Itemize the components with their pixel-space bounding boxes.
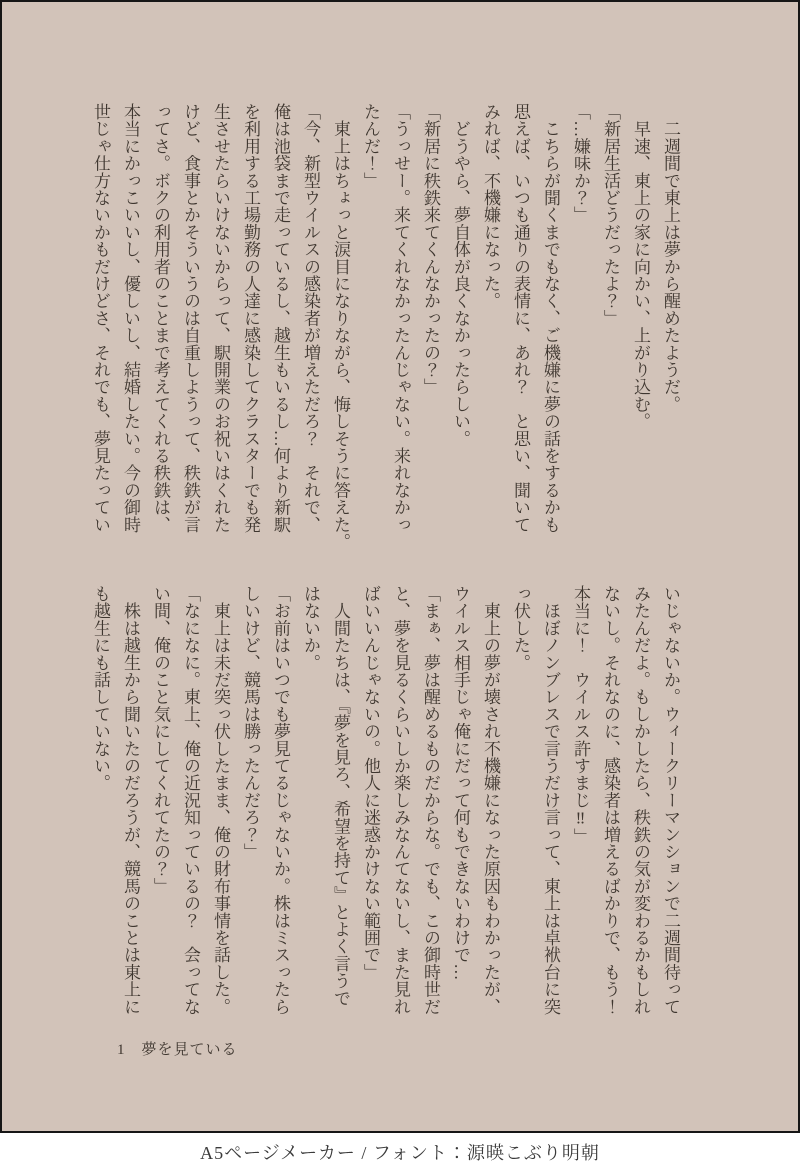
text-line: 「新居生活どうだったよ？」 <box>601 103 620 327</box>
text-line: 東上はちょっと涙目になりながら、悔しそうに答えた。 <box>331 103 350 551</box>
text-line: 早速、東上の家に向かい、上がり込む。 <box>631 103 650 430</box>
text-line: 世じゃ仕方ないかもだけどさ、それでも、夢見たってい <box>91 103 110 533</box>
text-line: 思えば、いつも通りの表情に、あれ？ と思い、聞いて <box>511 103 530 533</box>
text-line: たんだ！」 <box>361 103 380 189</box>
text-line: 「なになに。東上、俺の近況知っているの？ 会ってな <box>181 585 200 1015</box>
caption-bar <box>0 1133 800 1171</box>
text-line: 東上は未だ突っ伏したまま、俺の財布事情を話した。 <box>211 585 230 1015</box>
text-line: を利用する工場勤務の人達に感染してクラスターでも発 <box>241 103 260 533</box>
text-line: い間、俺のこと気にしてくれてたの？」 <box>151 585 170 895</box>
text-line: ってさ。ボクの利用者のことまで考えてくれる秩鉄は、 <box>151 103 170 533</box>
text-block-upper <box>83 103 685 551</box>
text-line: はないか。 <box>301 585 320 671</box>
text-line: ないし。それなのに、感染者は増えるばかりで、もう！ <box>601 585 620 1015</box>
text-line: こちらが聞くまでもなく、ご機嫌に夢の話をするかも <box>541 103 560 533</box>
text-line: 本当に！ ウイルス許すまじ‼」 <box>571 585 590 845</box>
chapter-title: 夢を見ている <box>141 1042 238 1058</box>
text-line: も越生にも話していない。 <box>91 585 110 792</box>
text-line: みたんだよ。もしかしたら、秩鉄の気が変わるかもしれ <box>631 585 650 1015</box>
text-line: 俺は池袋まで走っているし、越生もいるし…何より新駅 <box>271 103 290 533</box>
text-line: 「うっせー。来てくれなかったんじゃない。来れなかっ <box>391 103 410 533</box>
text-line: 株は越生から聞いたのだろうが、競馬のことは東上に <box>121 585 140 1015</box>
text-line: どうやら、夢自体が良くなかったらしい。 <box>451 103 470 447</box>
text-line: ウイルス相手じゃ俺にだって何もできないわけで… <box>451 585 470 981</box>
text-line: いじゃないか。ウィークリーマンションで二週間待って <box>661 585 680 1015</box>
text-line: 「まぁ、夢は醒めるものだからな。でも、この御時世だ <box>421 585 440 1015</box>
text-line: 「…嫌味か？」 <box>571 103 590 224</box>
text-line: しいけど、競馬は勝ったんだろ？」 <box>241 585 260 861</box>
text-line: みれば、不機嫌になった。 <box>481 103 500 310</box>
page-footer <box>117 1038 238 1059</box>
text-block-lower <box>83 585 685 1027</box>
text-line: 人間たちは、『夢を見ろ、希望を持て』とよく言うで <box>331 585 350 1007</box>
text-line: 「お前はいつでも夢見てるじゃないか。株はミスったら <box>271 585 290 1015</box>
text-line: と、夢を見るくらいしか楽しみなんてないし、また見れ <box>391 585 410 1015</box>
text-line: っ伏した。 <box>511 585 530 671</box>
text-line: 二週間で東上は夢から醒めたようだ。 <box>661 103 680 413</box>
text-line: 「新居に秩鉄来てくんなかったの？」 <box>421 103 440 396</box>
text-line: ほぼノンブレスで言うだけ言って、東上は卓袱台に突 <box>541 585 560 1015</box>
text-line: けど、食事とかそういうのは自重しようって、秩鉄が言 <box>181 103 200 533</box>
caption-text: A5ページメーカー / フォント：源暎こぶり明朝 <box>200 1143 600 1163</box>
text-line: 生させたらいけないからって、駅開業のお祝いはくれた <box>211 103 230 533</box>
text-line: 「今、新型ウイルスの感染者が増えただろ？ それで、 <box>301 103 320 533</box>
text-line: 本当にかっこいいし、優しいし、結婚したい。今の御時 <box>121 103 140 533</box>
page-number: 1 <box>117 1042 126 1058</box>
text-line: ばいいんじゃないの。他人に迷惑かけない範囲で」 <box>361 585 380 981</box>
text-line: 東上の夢が壊され不機嫌になった原因もわかったが、 <box>481 585 500 1015</box>
